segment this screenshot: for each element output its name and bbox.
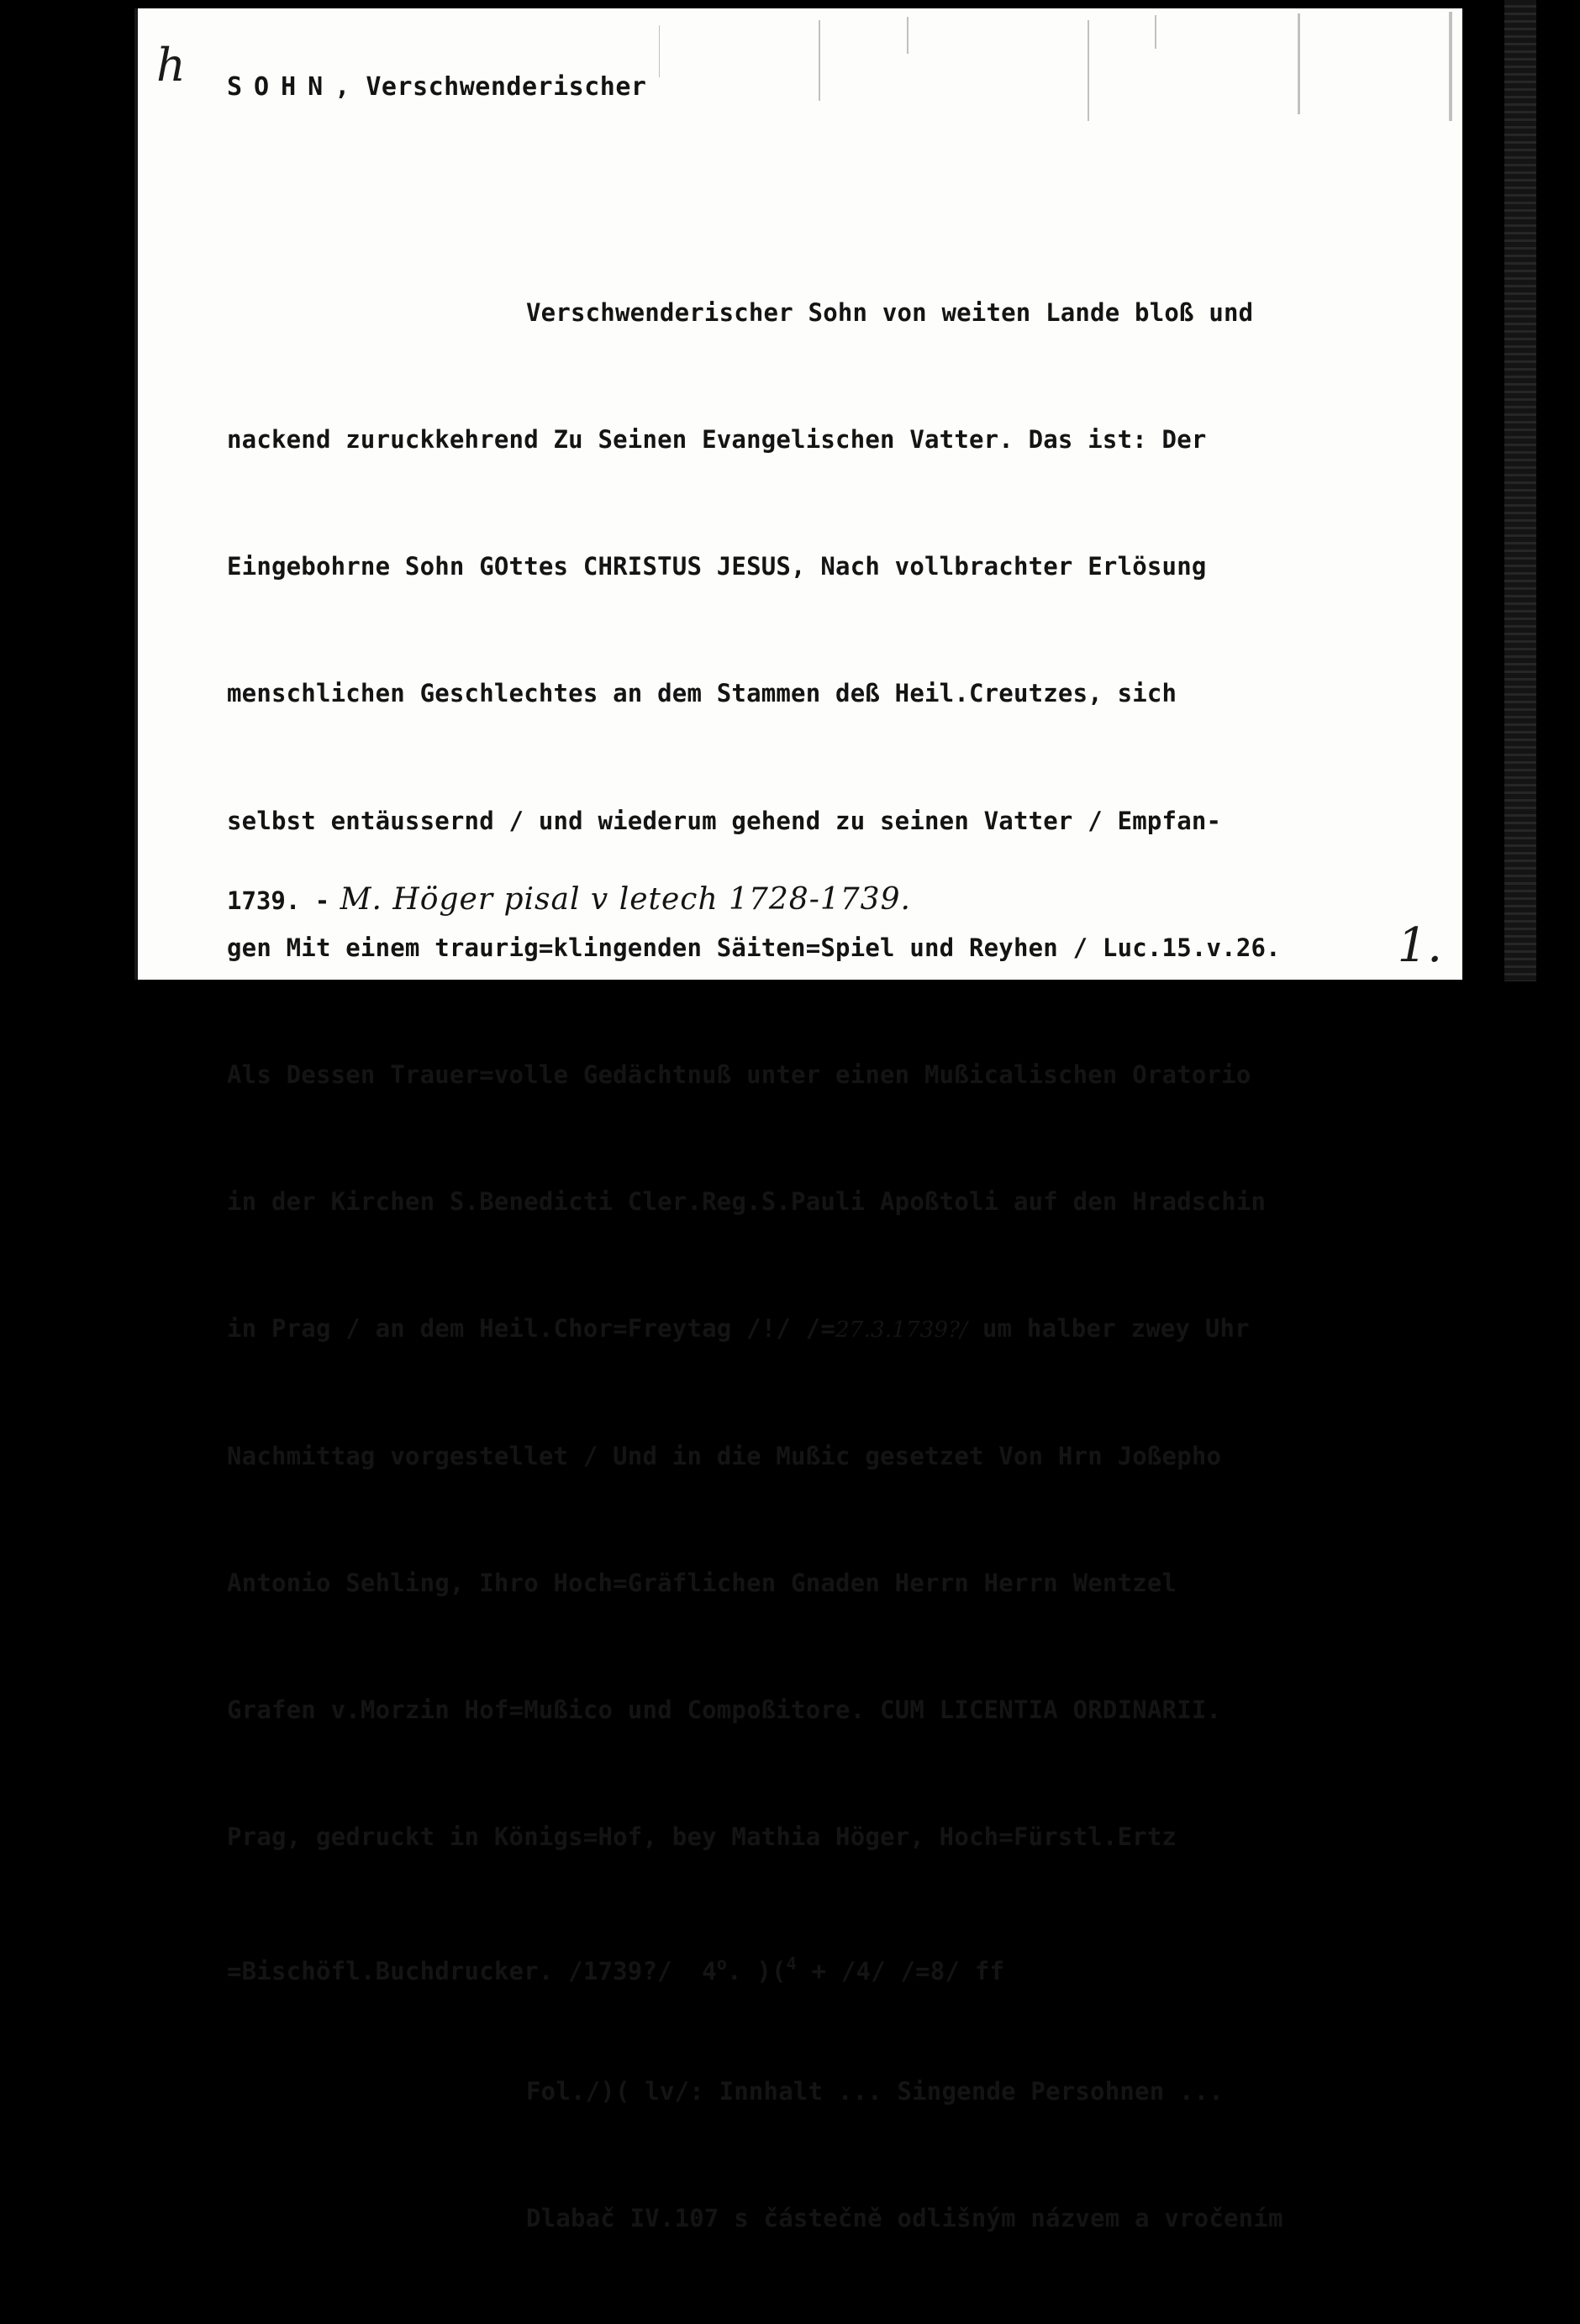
body-line: Antonio Sehling, Ihro Hoch=Gräflichen Gnaden Herrn Herrn Wentzel <box>227 1568 1177 1597</box>
scan-speck <box>659 25 660 77</box>
heading-subject: SOHN <box>227 72 335 102</box>
scan-speck <box>1088 20 1089 121</box>
handwritten-note: M. Höger pisal v letech 1728-1739. <box>329 882 911 917</box>
format-superscript: 4 <box>786 1953 797 1974</box>
body-line: menschlichen Geschlechtes an dem Stammen deß Heil.Creutzes, sich <box>227 679 1177 708</box>
scan-speck <box>819 20 820 101</box>
final-line <box>227 882 911 917</box>
format-line <box>227 1943 1283 1985</box>
card-heading <box>227 72 646 102</box>
body-line: Nachmittag vorgestellet / Und in die Mußic gesetzet Von Hrn Joßepho <box>227 1441 1222 1470</box>
scan-speck <box>1449 12 1452 121</box>
title-transcription <box>227 207 1283 2324</box>
body-line: Als Dessen Trauer=volle Gedächtnuß unter einen Mußicalischen Oratorio <box>227 1060 1251 1090</box>
body-line-date <box>227 1307 1283 1349</box>
note-line: Fol./)( lv/: Innhalt ... Singende Persohnen ... <box>526 2076 1224 2106</box>
body-line: Eingebohrne Sohn GOttes CHRISTUS JESUS, Nach vollbrachter Erlösung <box>227 552 1207 581</box>
body-line: in der Kirchen S.Benedicti Cler.Reg.S.Pauli Apoßtoli auf den Hradschin <box>227 1187 1267 1217</box>
handwritten-date: 27.3.1739?/ <box>835 1317 968 1343</box>
format-superscript: o <box>716 1953 728 1974</box>
body-line: nackend zuruckkehrend Zu Seinen Evangelischen Vatter. Das ist: Der <box>227 425 1207 455</box>
body-line: selbst entäussernd / und wiederum gehend zu seinen Vatter / Empfan- <box>227 806 1222 835</box>
scan-speck <box>1155 15 1156 49</box>
body-line: gen Mit einem traurig=klingenden Säiten=Spiel und Reyhen / Luc.15.v.26. <box>227 933 1281 962</box>
format-text: =Bischöfl.Buchdrucker. /1739?/ 4 <box>227 1957 717 1986</box>
handwritten-corner-mark: h <box>156 39 186 92</box>
body-line: Verschwenderischer Sohn von weiten Lande bloß und <box>526 297 1254 327</box>
format-text-mid: . )( <box>727 1957 787 1986</box>
body-line: Grafen v.Morzin Hof=Mußico und Compoßitore. CUM LICENTIA ORDINARII. <box>227 1696 1222 1725</box>
body-line: Prag, gedruckt in Königs=Hof, bey Mathia Höger, Hoch=Fürstl.Ertz <box>227 1822 1177 1852</box>
note-line: Dlabač IV.107 s částečně odlišným názvem a vročením <box>526 2203 1283 2232</box>
film-edge-strip <box>1504 0 1536 981</box>
format-text-end: + /4/ /=8/ ff <box>796 1957 1005 1986</box>
date-line-text: in Prag / an dem Heil.Chor=Freytag /!/ /= <box>227 1314 836 1343</box>
catalog-card <box>138 8 1462 2232</box>
scan-speck <box>1298 13 1300 114</box>
scan-speck <box>907 17 908 54</box>
handwritten-page-number: 1. <box>1397 918 1442 973</box>
date-line-text-end: um halber zwey Uhr <box>967 1314 1250 1343</box>
final-year: 1739. - <box>227 886 330 915</box>
heading-qualifier: , Verschwenderischer <box>334 72 647 102</box>
